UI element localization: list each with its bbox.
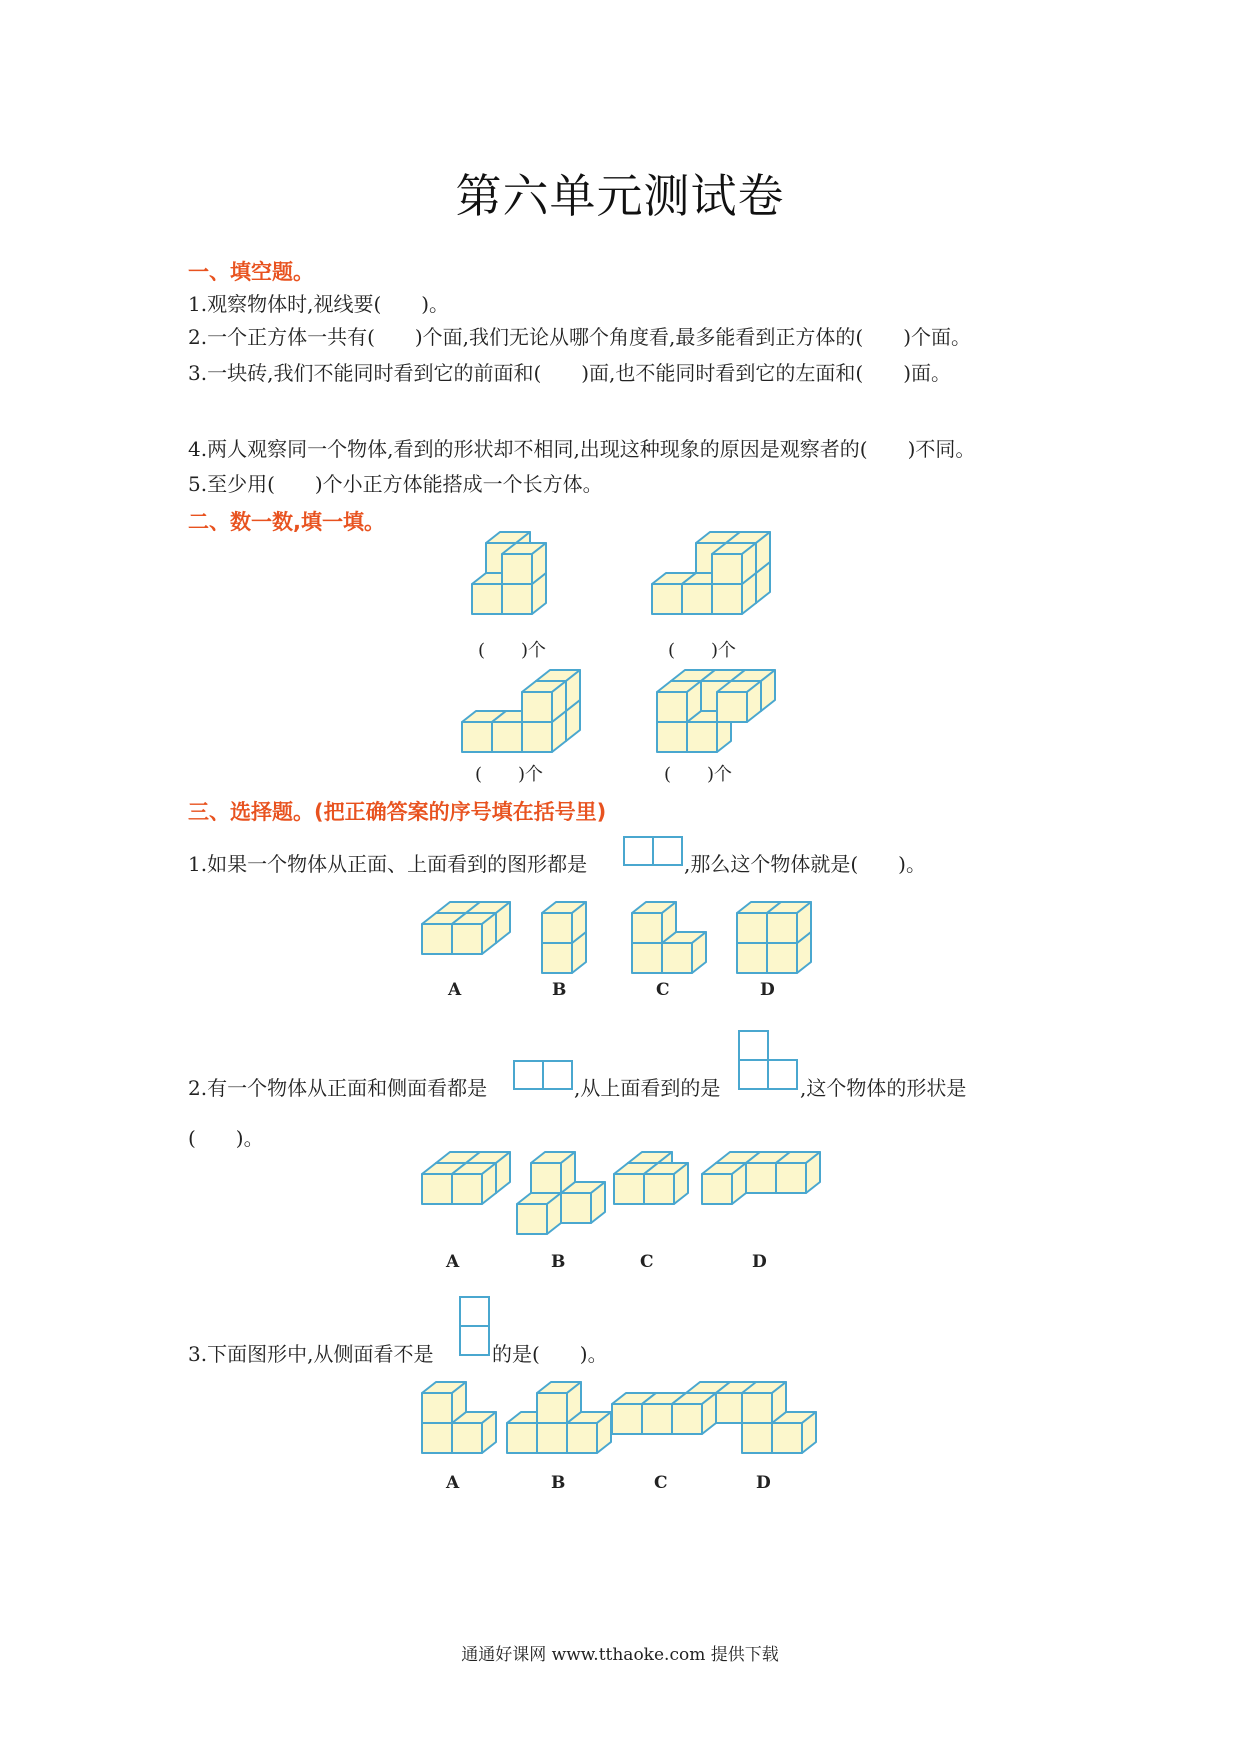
- section-heading-fill-blank: 一、填空题。: [188, 260, 314, 284]
- unit-cube: [712, 543, 756, 584]
- option-figure-3-2-B: [515, 1150, 615, 1240]
- unit-cube: [522, 681, 566, 722]
- option-label-3-1-B: B: [552, 980, 567, 1000]
- top-view-figure: [738, 1030, 798, 1090]
- unit-cube: [537, 1382, 581, 1423]
- count-answer-2-2: ( )个: [668, 640, 737, 661]
- question-1-4: 4.两人观察同一个物体,看到的形状却不相同,出现这种现象的原因是观察者的( )不同。: [188, 437, 976, 461]
- side-view-figure: [459, 1296, 491, 1356]
- option-label-3-1-C: C: [656, 980, 670, 1000]
- option-figure-3-1-A: [420, 900, 540, 980]
- question-3-3-text-b: 的是( )。: [492, 1342, 608, 1366]
- unit-cube: [517, 1193, 561, 1234]
- option-figure-3-3-D: [740, 1380, 850, 1470]
- unit-cube: [672, 1393, 716, 1434]
- unit-cube: [767, 902, 811, 943]
- question-1-1: 1.观察物体时,视线要( )。: [188, 292, 450, 316]
- unit-cube: [742, 1382, 786, 1423]
- count-answer-2-1: ( )个: [478, 640, 547, 661]
- option-label-3-1-D: D: [760, 980, 775, 1000]
- option-label-3-2-A: A: [446, 1252, 460, 1272]
- footer-credit: 通通好课网 www.tthaoke.com 提供下载: [461, 1645, 779, 1665]
- unit-cube: [776, 1152, 820, 1193]
- question-1-5: 5.至少用( )个小正方体能搭成一个长方体。: [188, 472, 603, 496]
- front-top-view-figure: [623, 836, 683, 866]
- option-figure-3-1-B: [540, 900, 620, 980]
- question-3-3-text-a: 3.下面图形中,从侧面看不是: [188, 1342, 434, 1366]
- option-label-3-3-B: B: [551, 1473, 566, 1493]
- question-3-2-text-d: ( )。: [188, 1126, 264, 1150]
- front-side-view-figure: [513, 1060, 573, 1090]
- section-heading-choice: 三、选择题。(把正确答案的序号填在括号里): [188, 800, 607, 824]
- cube-figure-2-4: [655, 668, 815, 768]
- page-title: 第六单元测试卷: [455, 169, 785, 223]
- option-label-3-3-C: C: [654, 1473, 668, 1493]
- unit-cube: [657, 681, 701, 722]
- unit-cube: [717, 681, 761, 722]
- option-figure-3-2-D: [700, 1150, 840, 1240]
- option-label-3-3-A: A: [446, 1473, 460, 1493]
- question-3-2-text-c: ,这个物体的形状是: [800, 1076, 967, 1100]
- option-label-3-2-C: C: [640, 1252, 654, 1272]
- option-figure-3-1-C: [630, 900, 730, 980]
- question-1-2: 2.一个正方体一共有( )个面,我们无论从哪个角度看,最多能看到正方体的( )个面。: [188, 325, 972, 349]
- option-label-3-1-A: A: [448, 980, 462, 1000]
- option-label-3-3-D: D: [756, 1473, 771, 1493]
- unit-cube: [632, 902, 676, 943]
- question-3-2-text-a: 2.有一个物体从正面和侧面看都是: [188, 1076, 488, 1100]
- count-answer-2-3: ( )个: [475, 764, 544, 785]
- unit-cube: [644, 1163, 688, 1204]
- question-3-1-text-a: 1.如果一个物体从正面、上面看到的图形都是: [188, 852, 588, 876]
- option-label-3-2-D: D: [752, 1252, 767, 1272]
- question-1-3: 3.一块砖,我们不能同时看到它的前面和( )面,也不能同时看到它的左面和( )面。: [188, 361, 952, 385]
- unit-cube: [422, 1382, 466, 1423]
- cube-figure-2-2: [650, 530, 810, 630]
- unit-cube: [702, 1163, 746, 1204]
- unit-cube: [502, 543, 546, 584]
- count-answer-2-4: ( )个: [664, 764, 733, 785]
- unit-cube: [452, 913, 496, 954]
- unit-cube: [531, 1152, 575, 1193]
- option-figure-3-2-C: [612, 1150, 712, 1240]
- option-figure-3-3-C: [610, 1380, 750, 1470]
- question-3-2-text-b: ,从上面看到的是: [574, 1076, 721, 1100]
- cube-figure-2-3: [460, 668, 620, 768]
- unit-cube: [542, 902, 586, 943]
- section-heading-count: 二、数一数,填一填。: [188, 510, 385, 534]
- option-figure-3-1-D: [735, 900, 835, 980]
- option-label-3-2-B: B: [551, 1252, 566, 1272]
- unit-cube: [452, 1163, 496, 1204]
- cube-figure-2-1: [470, 530, 630, 630]
- question-3-1-text-b: ,那么这个物体就是( )。: [684, 852, 926, 876]
